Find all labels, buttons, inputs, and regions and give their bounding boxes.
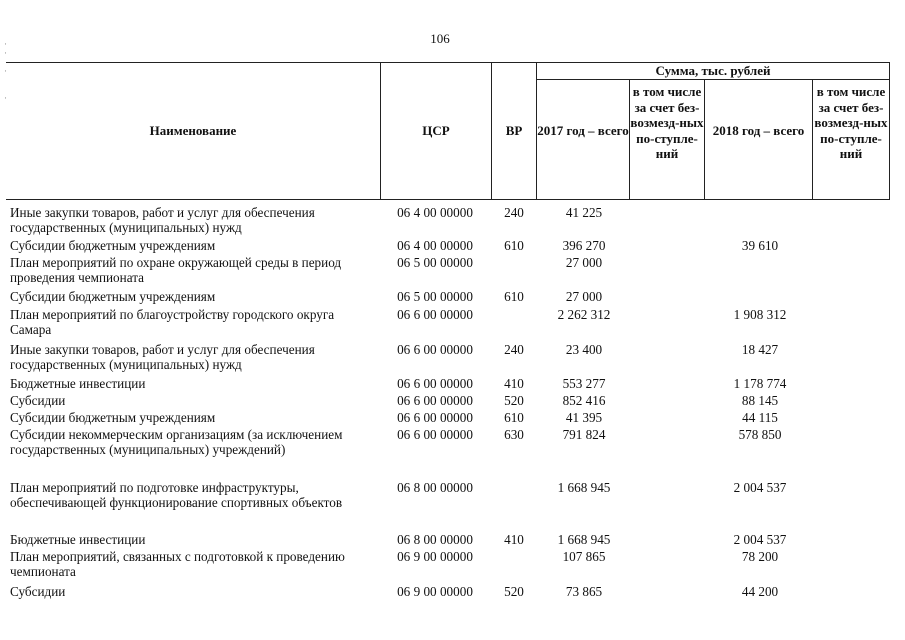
row-vr: 520 bbox=[504, 584, 524, 599]
row-2017: 1 668 945 bbox=[557, 480, 611, 495]
row-csr: 06 6 00 00000 bbox=[397, 342, 473, 357]
row-csr: 06 6 00 00000 bbox=[397, 393, 473, 408]
row-csr: 06 4 00 00000 bbox=[397, 205, 473, 220]
row-2017: 41 225 bbox=[565, 205, 603, 220]
header-2018-incl: в том числе за счет без-возмезд-ных по-ступле-ний bbox=[814, 84, 888, 161]
row-2017: 1 668 945 bbox=[557, 532, 611, 547]
row-2018: 39 610 bbox=[741, 238, 779, 253]
row-csr: 06 8 00 00000 bbox=[397, 532, 473, 547]
row-vr: 410 bbox=[504, 376, 524, 391]
row-csr: 06 5 00 00000 bbox=[397, 289, 473, 304]
row-csr: 06 6 00 00000 bbox=[397, 410, 473, 425]
row-2018: 1 178 774 bbox=[733, 376, 787, 391]
row-vr: 610 bbox=[504, 238, 524, 253]
row-2017: 23 400 bbox=[565, 342, 603, 357]
row-name: План мероприятий, связанных с подготовкой к проведению чемпионата bbox=[10, 549, 345, 580]
row-csr: 06 5 00 00000 bbox=[397, 255, 473, 270]
row-2017: 791 824 bbox=[562, 427, 606, 442]
row-2018: 18 427 bbox=[741, 342, 779, 357]
row-vr: 630 bbox=[504, 427, 524, 442]
scan-artifacts: · · · · bbox=[4, 39, 7, 103]
header-2017-incl: в том числе за счет без-возмезд-ных по-ступле-ний bbox=[630, 84, 704, 161]
header-vr: ВР bbox=[505, 123, 523, 138]
row-csr: 06 6 00 00000 bbox=[397, 427, 473, 442]
row-2018: 578 850 bbox=[738, 427, 782, 442]
row-csr: 06 4 00 00000 bbox=[397, 238, 473, 253]
row-2018: 88 145 bbox=[741, 393, 779, 408]
row-2018: 78 200 bbox=[741, 549, 779, 564]
row-2018: 44 200 bbox=[741, 584, 779, 599]
row-name: План мероприятий по подготовке инфраструктуры, обеспечивающей функционирование спортивных объектов bbox=[10, 480, 343, 511]
row-name: Субсидии бюджетным учреждениям bbox=[10, 238, 216, 253]
row-csr: 06 9 00 00000 bbox=[397, 584, 473, 599]
row-2017: 396 270 bbox=[562, 238, 606, 253]
row-name: Субсидии бюджетным учреждениям bbox=[10, 410, 216, 425]
row-2017: 107 865 bbox=[562, 549, 606, 564]
row-csr: 06 6 00 00000 bbox=[397, 376, 473, 391]
row-2017: 27 000 bbox=[565, 255, 603, 270]
row-name: Субсидии bbox=[10, 393, 66, 408]
row-2017: 73 865 bbox=[565, 584, 603, 599]
row-2017: 27 000 bbox=[565, 289, 603, 304]
row-name: Иные закупки товаров, работ и услуг для обеспечения государственных (муниципальных) нужд bbox=[10, 342, 315, 373]
row-csr: 06 6 00 00000 bbox=[397, 307, 473, 322]
header-2018: 2018 год – всего bbox=[712, 123, 805, 138]
row-vr: 610 bbox=[504, 410, 524, 425]
row-vr: 410 bbox=[504, 532, 524, 547]
row-csr: 06 8 00 00000 bbox=[397, 480, 473, 495]
header-sum: Сумма, тыс. рублей bbox=[655, 63, 771, 78]
table-header bbox=[6, 62, 890, 200]
row-vr: 240 bbox=[504, 342, 524, 357]
header-2017: 2017 год – всего bbox=[537, 123, 629, 138]
header-csr: ЦСР bbox=[422, 123, 450, 138]
row-2017: 2 262 312 bbox=[557, 307, 611, 322]
row-name: Бюджетные инвестиции bbox=[10, 532, 146, 547]
row-name: План мероприятий по благоустройству городского округа Самара bbox=[10, 307, 335, 338]
row-name: Субсидии некоммерческим организациям (за исключением государственных (муниципальных) учреждений) bbox=[10, 427, 343, 458]
row-name: План мероприятий по охране окружающей среды в период проведения чемпионата bbox=[10, 255, 342, 286]
row-2018: 44 115 bbox=[742, 410, 778, 425]
row-name: Бюджетные инвестиции bbox=[10, 376, 146, 391]
row-2018: 2 004 537 bbox=[733, 532, 787, 547]
row-2017: 852 416 bbox=[562, 393, 606, 408]
row-2018: 1 908 312 bbox=[733, 307, 787, 322]
row-name: Субсидии бюджетным учреждениям bbox=[10, 289, 216, 304]
header-name: Наименование bbox=[149, 123, 237, 138]
row-vr: 520 bbox=[504, 393, 524, 408]
row-2017: 41 395 bbox=[565, 410, 603, 425]
page-number: 106 bbox=[430, 31, 450, 46]
row-2018: 2 004 537 bbox=[733, 480, 787, 495]
row-vr: 240 bbox=[504, 205, 524, 220]
row-csr: 06 9 00 00000 bbox=[397, 549, 473, 564]
row-2017: 553 277 bbox=[562, 376, 606, 391]
row-name: Субсидии bbox=[10, 584, 66, 599]
row-vr: 610 bbox=[504, 289, 524, 304]
row-name: Иные закупки товаров, работ и услуг для обеспечения государственных (муниципальных) нужд bbox=[10, 205, 315, 236]
